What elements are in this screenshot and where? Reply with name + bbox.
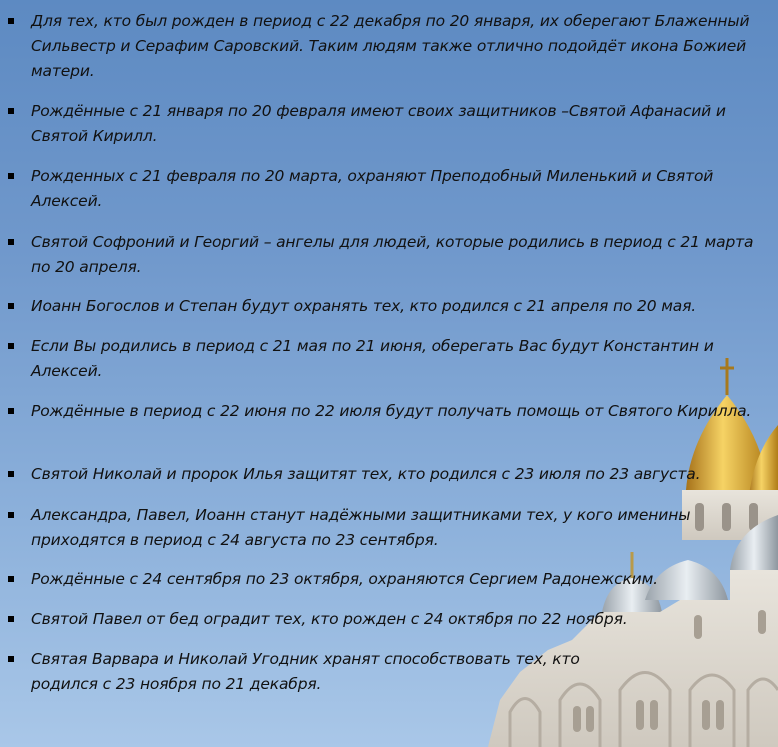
list-item-text: Рождённые в период с 22 июня по 22 июля будут получать помощь от Святого Кирилла.	[31, 402, 752, 420]
list-item-text: Если Вы родились в период с 21 мая по 21 июня, оберегать Вас будут Константин и Алексей.	[31, 337, 714, 380]
list-item-text: Рожденных с 21 февраля по 20 марта, охраняют Преподобный Миленький и Святой Алексей.	[31, 167, 714, 210]
list-item-text: Иоанн Богослов и Степан будут охранять тех, кто родился с 21 апреля по 20 мая.	[31, 297, 697, 315]
list-item-text: Рождённые с 24 сентября по 23 октября, охраняются Сергием Радонежским.	[31, 570, 658, 588]
list-item	[8, 99, 774, 149]
list-item-text: Святой Софроний и Георгий – ангелы для людей, которые родились в период с 21 марта по 20 апреля.	[31, 233, 754, 276]
bullet-icon	[8, 616, 14, 622]
list-item-text: Александра, Павел, Иоанн станут надёжными защитниками тех, у кого именины приходятся в период с 24 августа по 23 сентября.	[31, 506, 691, 549]
bullet-icon	[8, 408, 14, 414]
bullet-icon	[8, 512, 14, 518]
list-item	[8, 9, 774, 84]
list-item-text: Для тех, кто был рожден в период с 22 декабря по 20 января, их оберегают Блаженный Сильвестр и Серафим Саровский. Таким людям также отлично подойдёт икона Божией матери.	[31, 12, 750, 80]
bullet-icon	[8, 343, 14, 349]
list-item	[8, 462, 774, 487]
list-item	[8, 399, 774, 424]
list-item-text: Рождённые с 21 января по 20 февраля имеют своих защитников –Святой Афанасий и Святой Кирилл.	[31, 102, 726, 145]
list-item	[8, 334, 774, 384]
list-item	[8, 503, 774, 553]
list-item	[8, 294, 774, 319]
list-item-text: Святая Варвара и Николай Угодник хранят способствовать тех, кто родился с 23 ноября по 21 декабря.	[31, 650, 580, 693]
bullet-icon	[8, 239, 14, 245]
bullet-icon	[8, 18, 14, 24]
bullet-icon	[8, 576, 14, 582]
list-item	[8, 567, 774, 592]
bullet-icon	[8, 303, 14, 309]
bullet-icon	[8, 173, 14, 179]
list-item	[8, 164, 774, 214]
list-item	[8, 647, 588, 697]
list-item-text: Святой Николай и пророк Илья защитят тех, кто родился с 23 июля по 23 августа.	[31, 465, 701, 483]
list-item	[8, 230, 774, 280]
bullet-icon	[8, 471, 14, 477]
list-item-text: Святой Павел от бед оградит тех, кто рожден с 24 октября по 22 ноября.	[31, 610, 628, 628]
bullet-icon	[8, 656, 14, 662]
list-item	[8, 607, 774, 632]
bullet-icon	[8, 108, 14, 114]
